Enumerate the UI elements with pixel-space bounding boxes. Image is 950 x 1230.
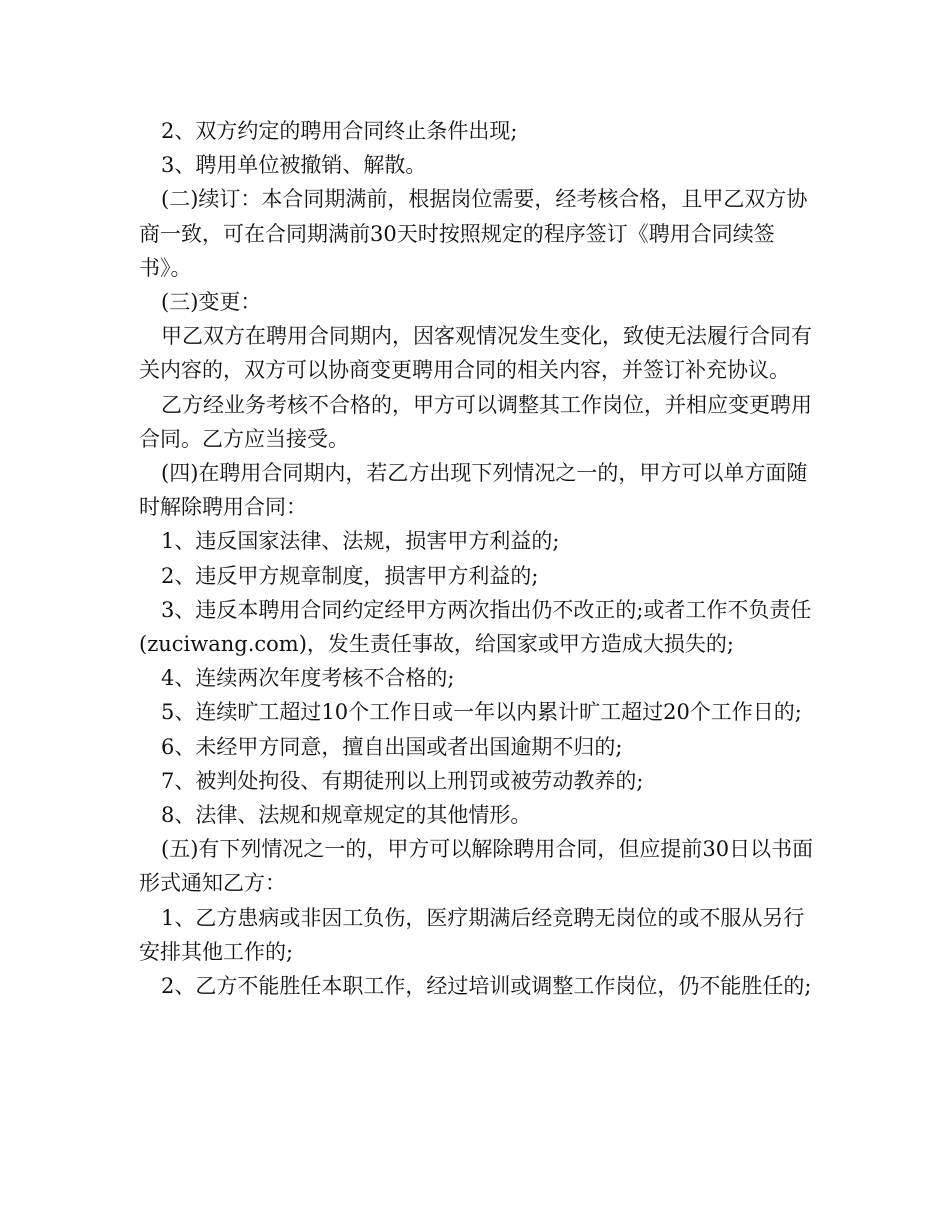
list-item-dismissal-7: 7、被判处拘役、有期徒刑以上刑罚或被劳动教养的; <box>161 768 644 793</box>
list-item-dismissal-8: 8、法律、法规和规章规定的其他情形。 <box>161 803 532 828</box>
paragraph-notice-dismissal: (五)有下列情况之一的，甲方可以解除聘用合同，但应提前30日以书面形式通知乙方： <box>139 837 814 896</box>
document-body <box>139 114 819 1003</box>
paragraph-termination-3: 3、聘用单位被撤销、解散。 <box>161 153 427 178</box>
list-item-dismissal-4: 4、连续两次年度考核不合格的; <box>161 666 455 691</box>
list-item-dismissal-5: 5、连续旷工超过10个工作日或一年以内累计旷工超过20个工作日的; <box>161 700 802 725</box>
paragraph-renewal: (二)续订：本合同期满前，根据岗位需要，经考核合格，且甲乙双方协商一致，可在合同期满前30天时按照规定的程序签订《聘用合同续签书》。 <box>139 187 808 280</box>
list-item-notice-2: 2、乙方不能胜任本职工作，经过培训或调整工作岗位，仍不能胜任的; <box>161 974 812 999</box>
paragraph-change-objective: 甲乙双方在聘用合同期内，因客观情况发生变化，致使无法履行合同有关内容的，双方可以协商变更聘用合同的相关内容，并签订补充协议。 <box>139 324 812 383</box>
paragraph-unilateral-dismissal: (四)在聘用合同期内，若乙方出现下列情况之一的，甲方可以单方面随时解除聘用合同： <box>139 461 808 520</box>
paragraph-change-assessment: 乙方经业务考核不合格的，甲方可以调整其工作岗位，并相应变更聘用合同。乙方应当接受。 <box>139 392 812 451</box>
paragraph-termination-2: 2、双方约定的聘用合同终止条件出现; <box>161 119 518 143</box>
list-item-dismissal-3: 3、违反本聘用合同约定经甲方两次指出仍不改正的;或者工作不负责任(zuciwang.com)，发生责任事故，给国家或甲方造成大损失的; <box>139 597 812 657</box>
paragraph-change-heading: (三)变更： <box>161 290 262 315</box>
list-item-dismissal-6: 6、未经甲方同意，擅自出国或者出国逾期不归的; <box>161 734 623 759</box>
list-item-notice-1: 1、乙方患病或非因工负伤，医疗期满后经竞聘无岗位的或不服从另行安排其他工作的; <box>139 905 805 964</box>
list-item-dismissal-1: 1、违反国家法律、法规，损害甲方利益的; <box>161 529 560 554</box>
list-item-dismissal-2: 2、违反甲方规章制度，损害甲方利益的; <box>161 563 539 588</box>
